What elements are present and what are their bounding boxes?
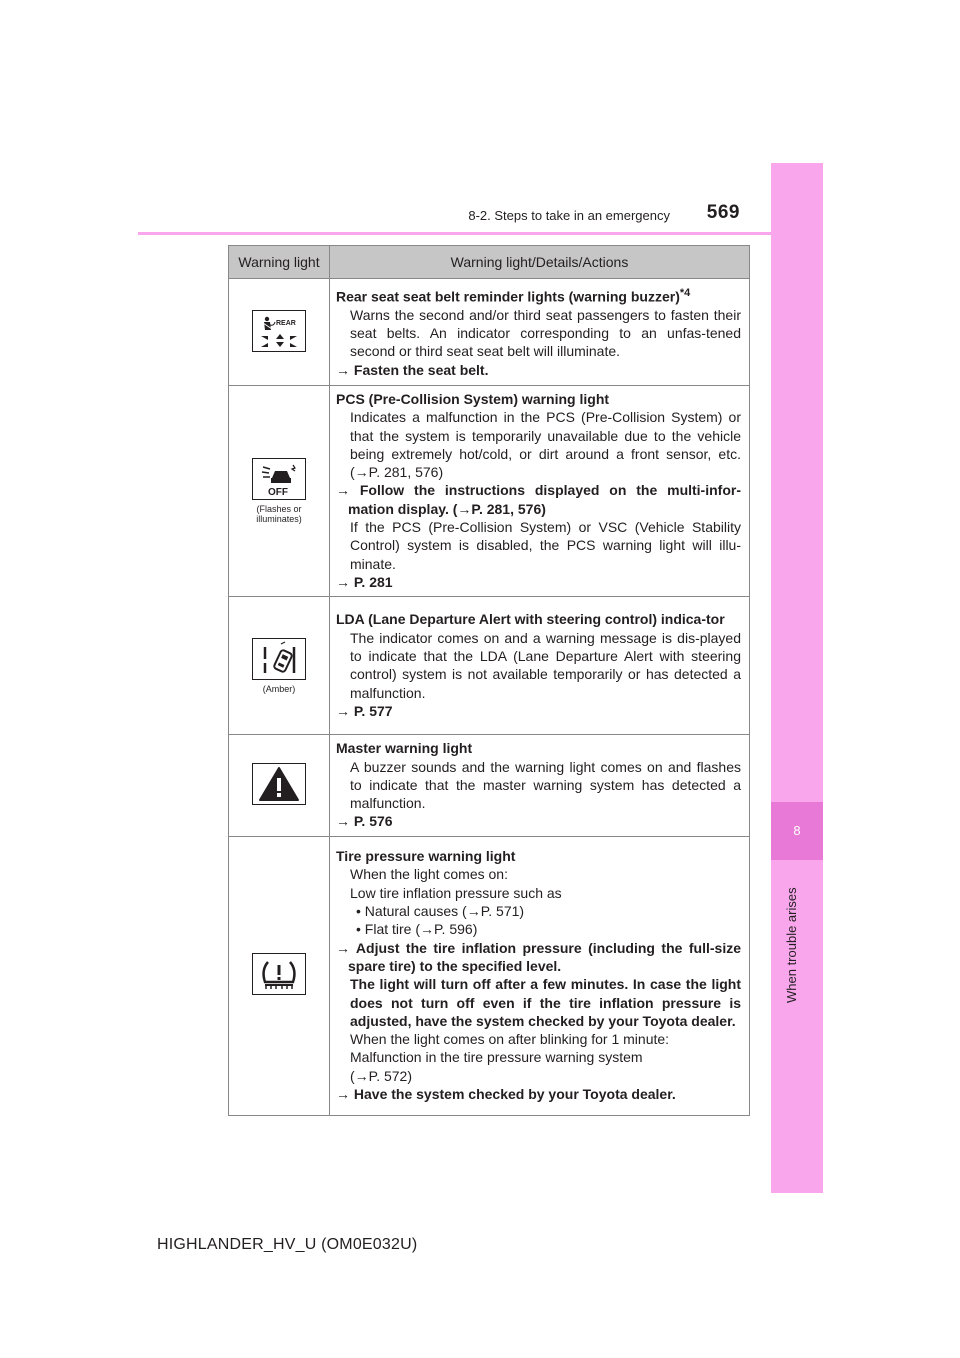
page-number: 569	[706, 202, 740, 223]
list-item: • Flat tire (→P. 596)	[356, 921, 478, 938]
row-action: → P. 577	[336, 702, 393, 719]
row-detail: A buzzer sounds and the warning light comes on and flashes to indicate that the master warning system has detected a malfunction.	[350, 758, 741, 812]
table-row	[229, 836, 750, 1115]
warning-light-table	[228, 245, 750, 1116]
row-action: → P. 576	[336, 813, 393, 830]
row-line: Malfunction in the tire pressure warning system	[350, 1049, 643, 1066]
chapter-title-tab: When trouble arises	[784, 887, 799, 1003]
row-line: When the light comes on:	[350, 866, 508, 883]
row-title: Rear seat seat belt reminder lights (warning buzzer)$^{*4}$	[336, 286, 691, 305]
row-action-detail: The light will turn off after a few minutes. In case the light does not turn off even if the tire inflation pressure is adjusted, have the system checked by your Toyota dealer.	[350, 976, 741, 1029]
row-detail: Indicates a malfunction in the PCS (Pre-Collision System) or that the system is temporarily unavailable due to the vehicle being extremely hot/cold, or dirt around a front sensor, etc. (→P. 281, 576)	[350, 409, 741, 481]
header-rule	[138, 232, 823, 235]
row-line: Low tire inflation pressure such as	[350, 884, 562, 901]
row-action: → Adjust the tire inflation pressure (including the full-size spare tire) to the specified level.	[336, 939, 741, 974]
section-title: 8-2. Steps to take in an emergency	[468, 208, 670, 223]
master-warning-icon	[252, 763, 306, 805]
icon-caption: (Flashes or illuminates)	[256, 504, 302, 525]
svg-text:OFF: OFF	[268, 487, 288, 499]
row-action-2: → Have the system checked by your Toyota dealer.	[336, 1086, 676, 1103]
table-row	[229, 597, 750, 735]
column-header-warning-light: Warning light	[229, 246, 330, 279]
chapter-number-tab: 8	[771, 802, 823, 860]
pcs-off-icon	[252, 458, 306, 500]
row-title: Master warning light	[336, 740, 473, 757]
row-line: (→P. 572)	[350, 1067, 412, 1084]
table-row	[229, 386, 750, 597]
row-action: → Follow the instructions displayed on the multi-infor-mation display. (→P. 281, 576)	[336, 482, 741, 517]
icon-caption: (Amber)	[262, 683, 296, 694]
rear-seat-belt-icon	[252, 310, 306, 352]
row-action: → Fasten the seat belt.	[336, 361, 489, 378]
column-header-details: Warning light/Details/Actions	[330, 246, 750, 279]
chapter-sidebar	[771, 163, 823, 1193]
row-line: When the light comes on after blinking for 1 minute:	[350, 1031, 670, 1048]
footer-model-code: HIGHLANDER_HV_U (OM0E032U)	[157, 1236, 418, 1253]
svg-text:REAR: REAR	[276, 319, 296, 327]
table-row	[229, 735, 750, 836]
row-detail-2: If the PCS (Pre-Collision System) or VSC (Vehicle Stability Control) system is disabled, the PCS warning light will illu-minate.	[350, 519, 741, 572]
tire-pressure-icon	[252, 953, 306, 995]
list-item: • Natural causes (→P. 571)	[356, 903, 525, 920]
table-row	[229, 279, 750, 386]
table-header-row	[229, 246, 750, 279]
row-detail: The indicator comes on and a warning message is dis-played to indicate that the LDA (Lane Departure Alert with steering control) system is not available temporarily or has detected a malfunction.	[350, 629, 741, 701]
lane-departure-icon	[252, 638, 306, 680]
row-title: PCS (Pre-Collision System) warning light	[336, 391, 610, 407]
row-action-2: → P. 281	[336, 573, 393, 590]
row-title: Tire pressure warning light	[336, 848, 516, 865]
row-detail: Warns the second and/or third seat passengers to fasten their seat belts. An indicator corresponding to an unfas-tened second or third seat seat belt will illuminate.	[350, 306, 741, 360]
row-title: LDA (Lane Departure Alert with steering control) indica-tor	[336, 611, 725, 628]
